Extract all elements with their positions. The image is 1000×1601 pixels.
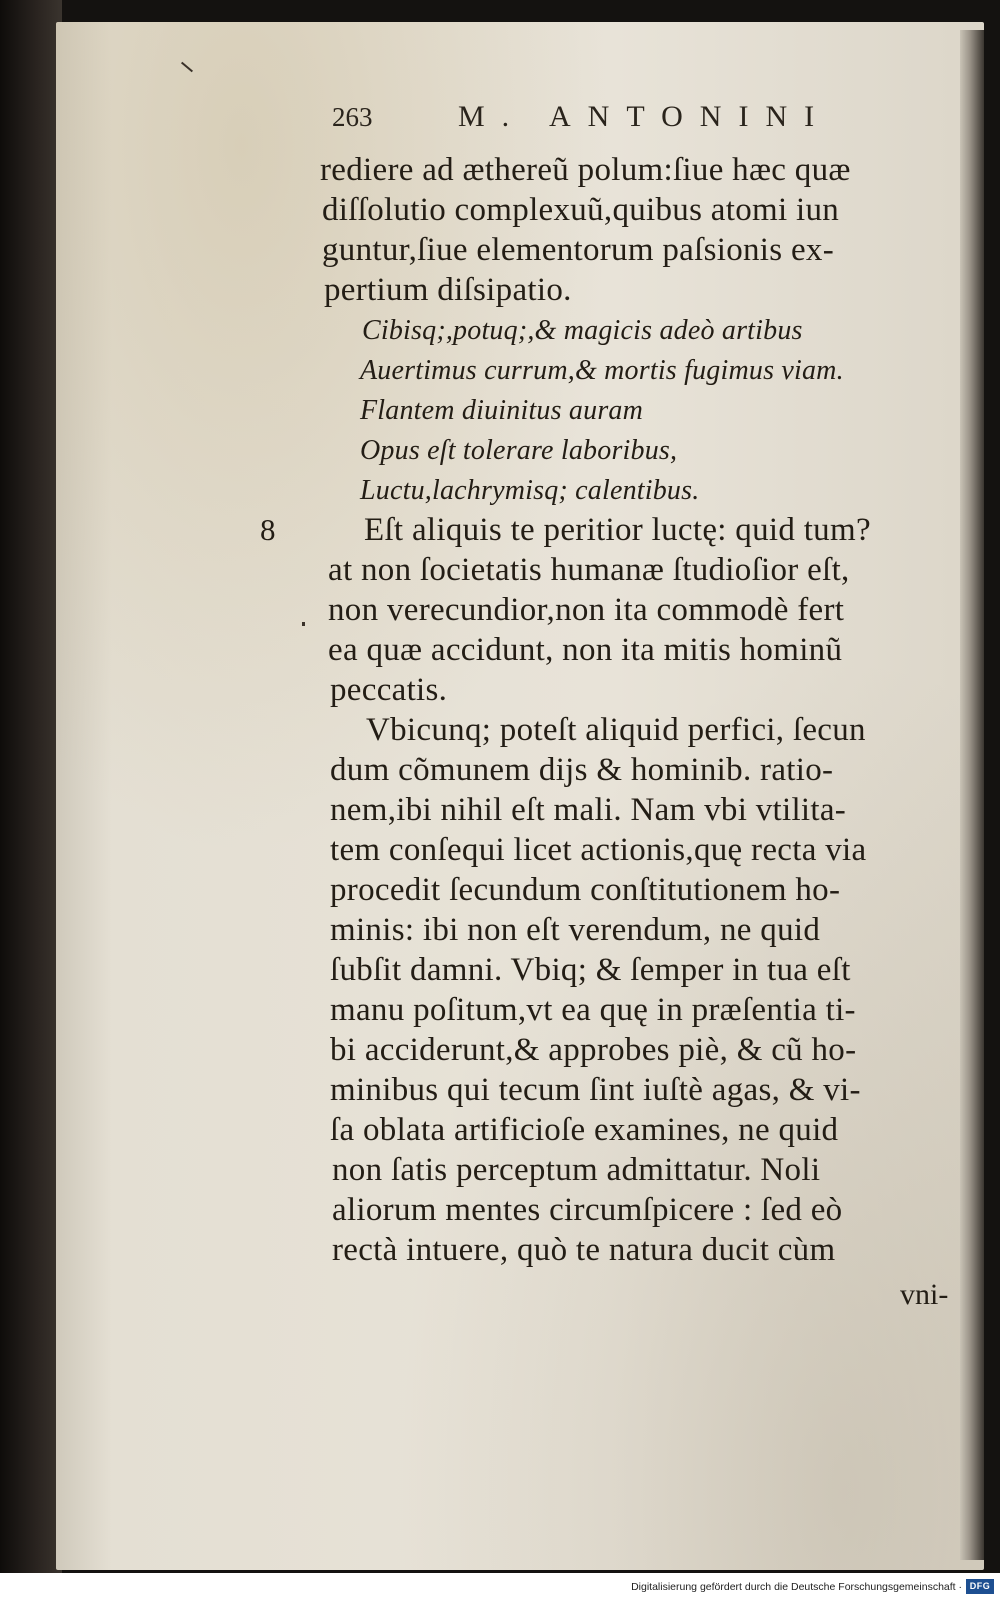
digitization-credit: Digitalisierung gefördert durch die Deutsche Forschungsgemeinschaft · — [631, 1581, 962, 1593]
text-line: rediere ad æthereũ polum:ſiue hæc quæ — [320, 152, 851, 188]
text-line: minibus qui tecum ſint iuſtè agas, & vi- — [330, 1072, 861, 1108]
text-line: rectà intuere, quò te natura ducit cùm — [332, 1232, 836, 1268]
text-line: Eſt aliquis te peritior luctę: quid tum? — [364, 512, 871, 548]
text-line: diſſolutio complexuũ,quibus atomi iun — [322, 192, 840, 228]
verse-line: Auertimus currum,& mortis fugimus viam. — [360, 355, 844, 386]
text-line: at non ſocietatis humanæ ſtudioſior eſt, — [328, 552, 850, 588]
text-line: Vbicunq; poteſt aliquid perfici, ſecun — [366, 712, 866, 748]
text-line: manu poſitum,vt ea quę in præſentia ti- — [330, 992, 856, 1028]
text-line: peccatis. — [330, 672, 448, 708]
page-number: 263 — [332, 102, 373, 132]
text-line: ea quæ accidunt, non ita mitis hominũ — [328, 632, 843, 668]
section-number: 8 — [260, 512, 276, 547]
dfg-logo: DFG — [966, 1579, 994, 1594]
book-gutter — [0, 0, 62, 1601]
text-line: ſubſit damni. Vbiq; & ſemper in tua eſt — [330, 952, 851, 988]
catchword: vni- — [900, 1278, 949, 1311]
page-edge-shadow — [960, 30, 984, 1560]
text-line: dum cõmunem dijs & hominib. ratio- — [330, 752, 834, 788]
text-line: ſa oblata artificioſe examines, ne quid — [330, 1112, 839, 1148]
text-line: procedit ſecundum conſtitutionem ho- — [330, 872, 841, 908]
text-line: guntur,ſiue elementorum paſsionis ex- — [322, 232, 834, 268]
text-line: aliorum mentes circumſpicere : ſed eò — [332, 1192, 843, 1228]
text-line: minis: ibi non eſt verendum, ne quid — [330, 912, 821, 948]
text-line: tem conſequi licet actionis,quę recta via — [330, 832, 867, 868]
text-line: non verecundior,non ita commodè fert — [328, 592, 845, 628]
text-line: nem,ibi nihil eſt mali. Nam vbi vtilita- — [330, 792, 847, 828]
verse-line: Luctu,lachrymisq; calentibus. — [360, 475, 700, 506]
verse-line: Flantem diuinitus auram — [360, 395, 644, 426]
running-head: M. ANTONINI — [458, 100, 832, 133]
verse-line: Cibisq;,potuq;,& magicis adeò artibus — [362, 315, 803, 346]
ink-speck — [302, 622, 305, 626]
text-line: bi acciderunt,& approbes piè, & cũ ho- — [330, 1032, 857, 1068]
text-line: pertium diſsipatio. — [324, 272, 572, 308]
verse-line: Opus eſt tolerare laboribus, — [360, 435, 678, 466]
text-line: non ſatis perceptum admittatur. Noli — [332, 1152, 821, 1188]
